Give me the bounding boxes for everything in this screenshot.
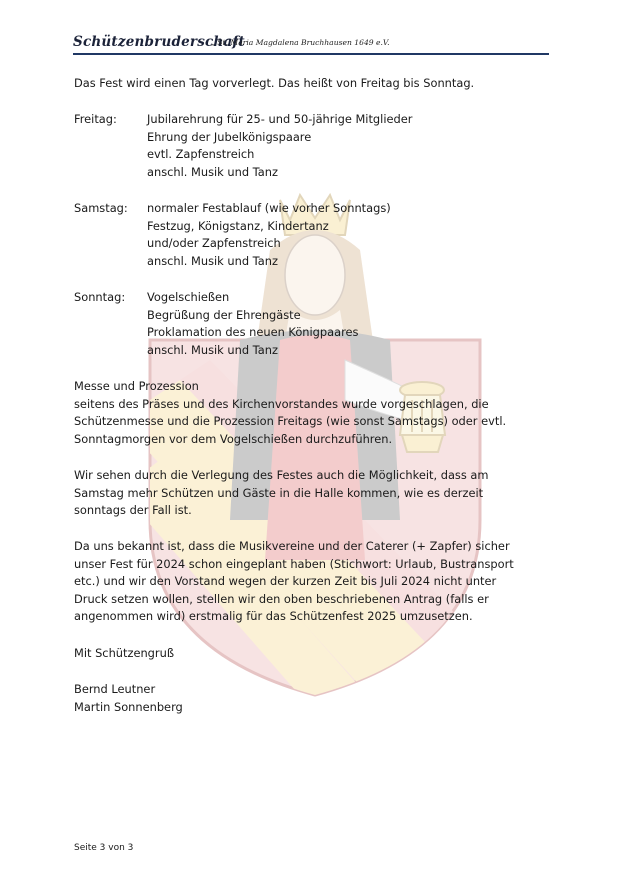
list-item: Begrüßung der Ehrengäste xyxy=(147,307,301,322)
list-item: Jubilarehrung für 25- und 50-jährige Mitglieder xyxy=(147,112,413,126)
list-item: Ehrung der Jubelkönigspaare xyxy=(147,129,312,144)
paragraph-line: angenommen wird) erstmalig für das Schützenfest 2025 umzusetzen. xyxy=(74,609,473,624)
paragraph-line: Wir sehen durch die Verlegung des Festes auch die Möglichkeit, dass am xyxy=(74,468,489,482)
list-item: Vogelschießen xyxy=(147,290,230,304)
list-item: anschl. Musik und Tanz xyxy=(147,253,278,268)
paragraph-line: Da uns bekannt ist, dass die Musikvereine und der Caterer (+ Zapfer) sicher xyxy=(74,539,510,553)
antrag-paragraph xyxy=(74,538,514,626)
verlegung-paragraph xyxy=(74,467,489,520)
messe-paragraph xyxy=(74,378,506,448)
day-list-freitag xyxy=(147,111,412,181)
signature-name: Martin Sonnenberg xyxy=(74,699,183,714)
messe-heading: Messe und Prozession xyxy=(74,379,199,393)
paragraph-line: Sonntagmorgen vor dem Vogelschießen durchzuführen. xyxy=(74,431,393,446)
day-label-freitag: Freitag: xyxy=(74,112,117,126)
list-item: anschl. Musik und Tanz xyxy=(147,164,278,179)
paragraph-line: etc.) und wir den Vorstand wegen der kurzen Zeit bis Juli 2024 nicht unter xyxy=(74,574,497,589)
day-list-sonntag xyxy=(147,289,358,359)
paragraph-line: Druck setzen wollen, stellen wir den oben beschriebenen Antrag (falls er xyxy=(74,591,489,606)
list-item: Proklamation des neuen Königpaares xyxy=(147,325,359,340)
list-item: evtl. Zapfenstreich xyxy=(147,147,255,162)
list-item: normaler Festablauf (wie vorher Sonntags) xyxy=(147,201,391,215)
day-label-sonntag: Sonntag: xyxy=(74,290,126,304)
page-number: Seite 3 von 3 xyxy=(74,843,134,853)
signature-block xyxy=(74,681,183,716)
paragraph-line: sonntags der Fall ist. xyxy=(74,503,192,518)
list-item: und/oder Zapfenstreich xyxy=(147,236,281,251)
day-list-samstag xyxy=(147,200,391,270)
paragraph-line: Samstag mehr Schützen und Gäste in die Halle kommen, wie es derzeit xyxy=(74,485,484,500)
day-label-samstag: Samstag: xyxy=(74,201,128,215)
greeting: Mit Schützengruß xyxy=(74,646,174,660)
intro-text: Das Fest wird einen Tag vorverlegt. Das heißt von Freitag bis Sonntag. xyxy=(74,76,475,90)
paragraph-line: unser Fest für 2024 schon eingeplant haben (Stichwort: Urlaub, Bustransport xyxy=(74,556,514,571)
letterhead-subtitle: „ St. Maria Magdalena Bruchhausen 1649 e.V. xyxy=(211,38,390,47)
list-item: anschl. Musik und Tanz xyxy=(147,342,278,357)
paragraph-line: Schützenmesse und die Prozession Freitags (wie sonst Samstags) oder evtl. xyxy=(74,414,507,429)
letterhead xyxy=(73,34,549,56)
letterhead-rule xyxy=(73,53,549,55)
list-item: Festzug, Königstanz, Kindertanz xyxy=(147,218,329,233)
letterhead-title: Schützenbruderschaft xyxy=(73,34,245,50)
signature-name: Bernd Leutner xyxy=(74,682,156,696)
paragraph-line: seitens des Präses und des Kirchenvorstandes wurde vorgeschlagen, die xyxy=(74,396,489,411)
